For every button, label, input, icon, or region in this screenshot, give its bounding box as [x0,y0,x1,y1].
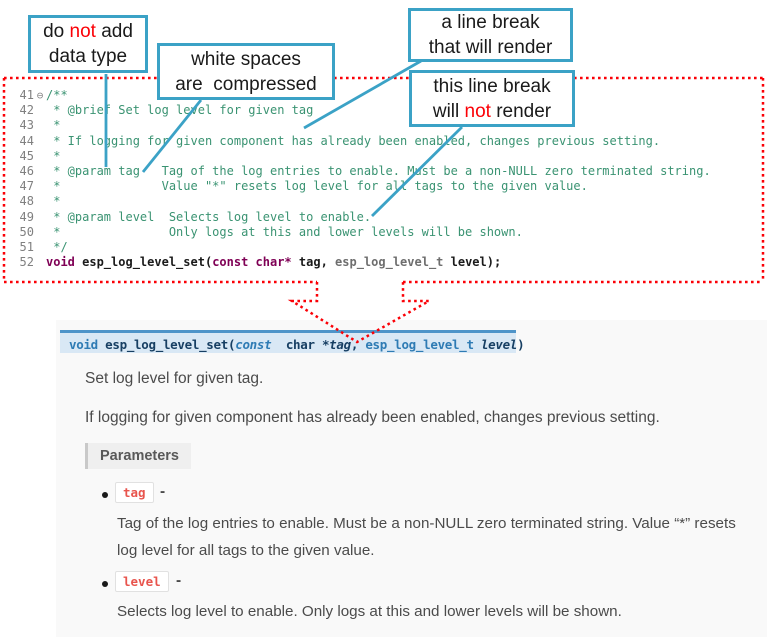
line-number: 49 [19,209,34,224]
callout-break-norender: this line break will not render [409,70,575,127]
sig-const: const [235,337,272,352]
param-dash: - [176,572,182,589]
code-text: * @brief Set log level for given tag [46,103,314,118]
emphasis-not: not [464,100,491,122]
arg-tag: tag [291,255,321,270]
sig-arg-level: level [480,337,518,352]
fold-collapse-icon[interactable]: ⊖ [36,89,44,102]
rendered-doc-panel [56,320,767,637]
line-number: 42 [19,103,34,118]
sig-function-name: esp_log_level_set [105,337,228,352]
code-line [4,194,763,209]
param-badge-level: level [115,571,169,592]
code-text: * [46,118,61,133]
function-signature-header: void esp_log_level_set(const char *tag, esp_log_level_t level) [60,330,516,353]
line-number: 41 [19,88,34,102]
code-line [4,134,763,149]
type-name: esp_log_level_t [335,255,444,270]
line-number: 51 [19,239,34,254]
emphasis-not: not [69,21,96,42]
code-text: * @param tag Tag of the log entries to enable. Must be a non-NULL zero terminated string. [46,163,711,178]
bullet-icon [102,492,108,498]
code-line [4,164,763,179]
code-line [4,149,763,164]
line-number: 43 [19,118,34,133]
sig-return-type: void [69,337,106,352]
code-text: * Only logs at this and lower levels will be shown. [46,224,523,239]
keyword-const-char: const char* [212,255,292,270]
parameters-heading: Parameters [85,443,191,469]
line-number: 52 [19,255,34,270]
line-number: 48 [19,194,34,209]
param-dash: - [160,483,166,500]
keyword-void: void [46,255,75,270]
callout-no-datatype: do not add data type [28,15,148,73]
code-text: */ [46,239,68,254]
sig-arg-tag: tag [329,337,351,352]
code-line [4,225,763,240]
param-desc-tag: Tag of the log entries to enable. Must be a non-NULL zero terminated string. Value “*” resets log level for all tags to the given value. [117,515,736,559]
line-number: 44 [19,133,34,148]
code-line [4,88,763,103]
callout-whitespace: white spaces are compressed [157,43,335,100]
callout-break-render: a line break that will render [408,8,573,62]
code-line [4,210,763,225]
description-paragraph: If logging for given component has already been enabled, changes previous setting. [85,409,660,426]
code-line [4,118,763,133]
code-text: * If logging for given component has already been enabled, changes previous setting. [46,133,661,148]
line-number: 50 [19,224,34,239]
param-desc-level: Selects log level to enable. Only logs at this and lower levels will be shown. [117,603,622,620]
code-text: * Value "*" resets log level for all tags to the given value. [46,179,588,194]
line-number: 45 [19,148,34,163]
code-line-declaration [4,255,763,270]
arg-level: level [443,255,487,270]
line-number: 47 [19,179,34,194]
code-line [4,240,763,255]
sig-type-link[interactable]: esp_log_level_t [365,337,474,352]
line-number: 46 [19,163,34,178]
code-text: /** [46,88,68,102]
sig-char-ptr: char * [285,337,330,352]
bullet-icon [102,581,108,587]
code-text: void esp_log_level_set(const char* tag, esp_log_level_t level); [46,255,502,270]
brief-paragraph: Set log level for given tag. [85,370,264,387]
code-line [4,179,763,194]
code-editor [4,78,763,282]
code-text: * [46,148,61,163]
code-line [4,103,763,118]
function-name: esp_log_level_set [74,255,205,270]
code-text: * @param level Selects log level to enable. [46,209,372,224]
param-badge-tag: tag [115,482,154,503]
code-text: * [46,194,61,209]
